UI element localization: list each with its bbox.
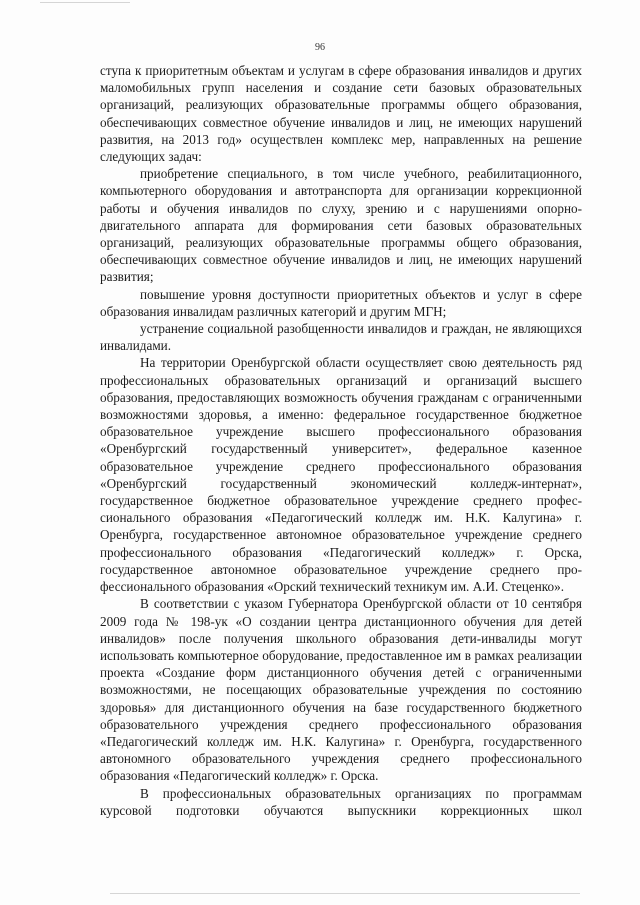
document-body (100, 62, 582, 819)
paragraph-task-accessibility: повышение уровня доступности приоритетных объектов и услуг в сфере образования инвалидам различных категорий и другим МГН; (100, 286, 582, 319)
paragraph-institutions: На территории Оренбургской области осуществляет свою деятельность ряд профессиональных образовательных организаций и организаций высшего образования, предоставляющих возможность обучения гражданам с ограниченными возможностями здоровья, а именно: федеральное государственное бюджетное образовательное учреждение высшего профессионального образования «Оренбургский государственный университет», федеральное казенное образовательное учреждение среднего профессионального образования «Оренбургский государственный экономический колледж-интернат», государственное бюджетное образовательное учреждение среднего профессионального образования «Педагогический колледж им. Н.К. Калугина» г. Оренбурга, государственное автономное образовательное учреждение среднего профессионального образования «Педагогический колледж» г. Орска, государственное автономное образовательное учреждение среднего профессионального образования «Орский технический техникум им. А.И. Стеценко». (100, 355, 582, 595)
scan-artifact-top (40, 2, 130, 3)
paragraph-courses: В профессиональных образовательных организациях по программам курсовой подготовки обучаются выпускники коррекционных школ (100, 785, 582, 818)
scan-artifact-bottom (110, 893, 580, 894)
paragraph-task-equipment: приобретение специального, в том числе учебного, реабилитационного, компьютерного оборудования и автотранспорта для организации коррекционной работы и обучения инвалидов по слуху, зрению и с нарушениями опорно-двигательного аппарата для формирования сети базовых образовательных организаций, реализующих образовательные программы общего образования, обеспечивающих совместное обучение инвалидов и лиц, не имеющих нарушений развития; (100, 166, 582, 285)
paragraph-continuation: ступа к приоритетным объектам и услугам в сфере образования инвалидов и других маломобильных групп населения и создание сети базовых образовательных организаций, реализующих образовательные программы общего образования, обеспечивающих совместное обучение инвалидов и лиц, не имеющих нарушений развития, на 2013 год» осуществлен комплекс мер, направленных на решение следующих задач: (100, 63, 582, 165)
paragraph-distance-learning: В соответствии с указом Губернатора Оренбургской области от 10 сентября 2009 года № 198-ук «О создании центра дистанционного обучения для детей инвалидов» после получения школьного образования дети-инвалиды могут использовать компьютерное оборудование, предоставленное им в рамках реализации проекта «Создание форм дистанционного обучения детей с ограниченными возможностями, не посещающих образовательные учреждения по состоянию здоровья» для дистанционного обучения на базе государственного бюджетного образовательного учреждения среднего профессионального образования «Педагогический колледж им. Н.К. Калугина» г. Оренбурга, государственного автономного образовательного учреждения среднего профессионального образования «Педагогический колледж» г. Орска. (100, 596, 582, 784)
paragraph-task-inclusion: устранение социальной разобщенности инвалидов и граждан, не являющихся инвалидами. (100, 321, 582, 354)
page-number: 96 (315, 42, 325, 53)
